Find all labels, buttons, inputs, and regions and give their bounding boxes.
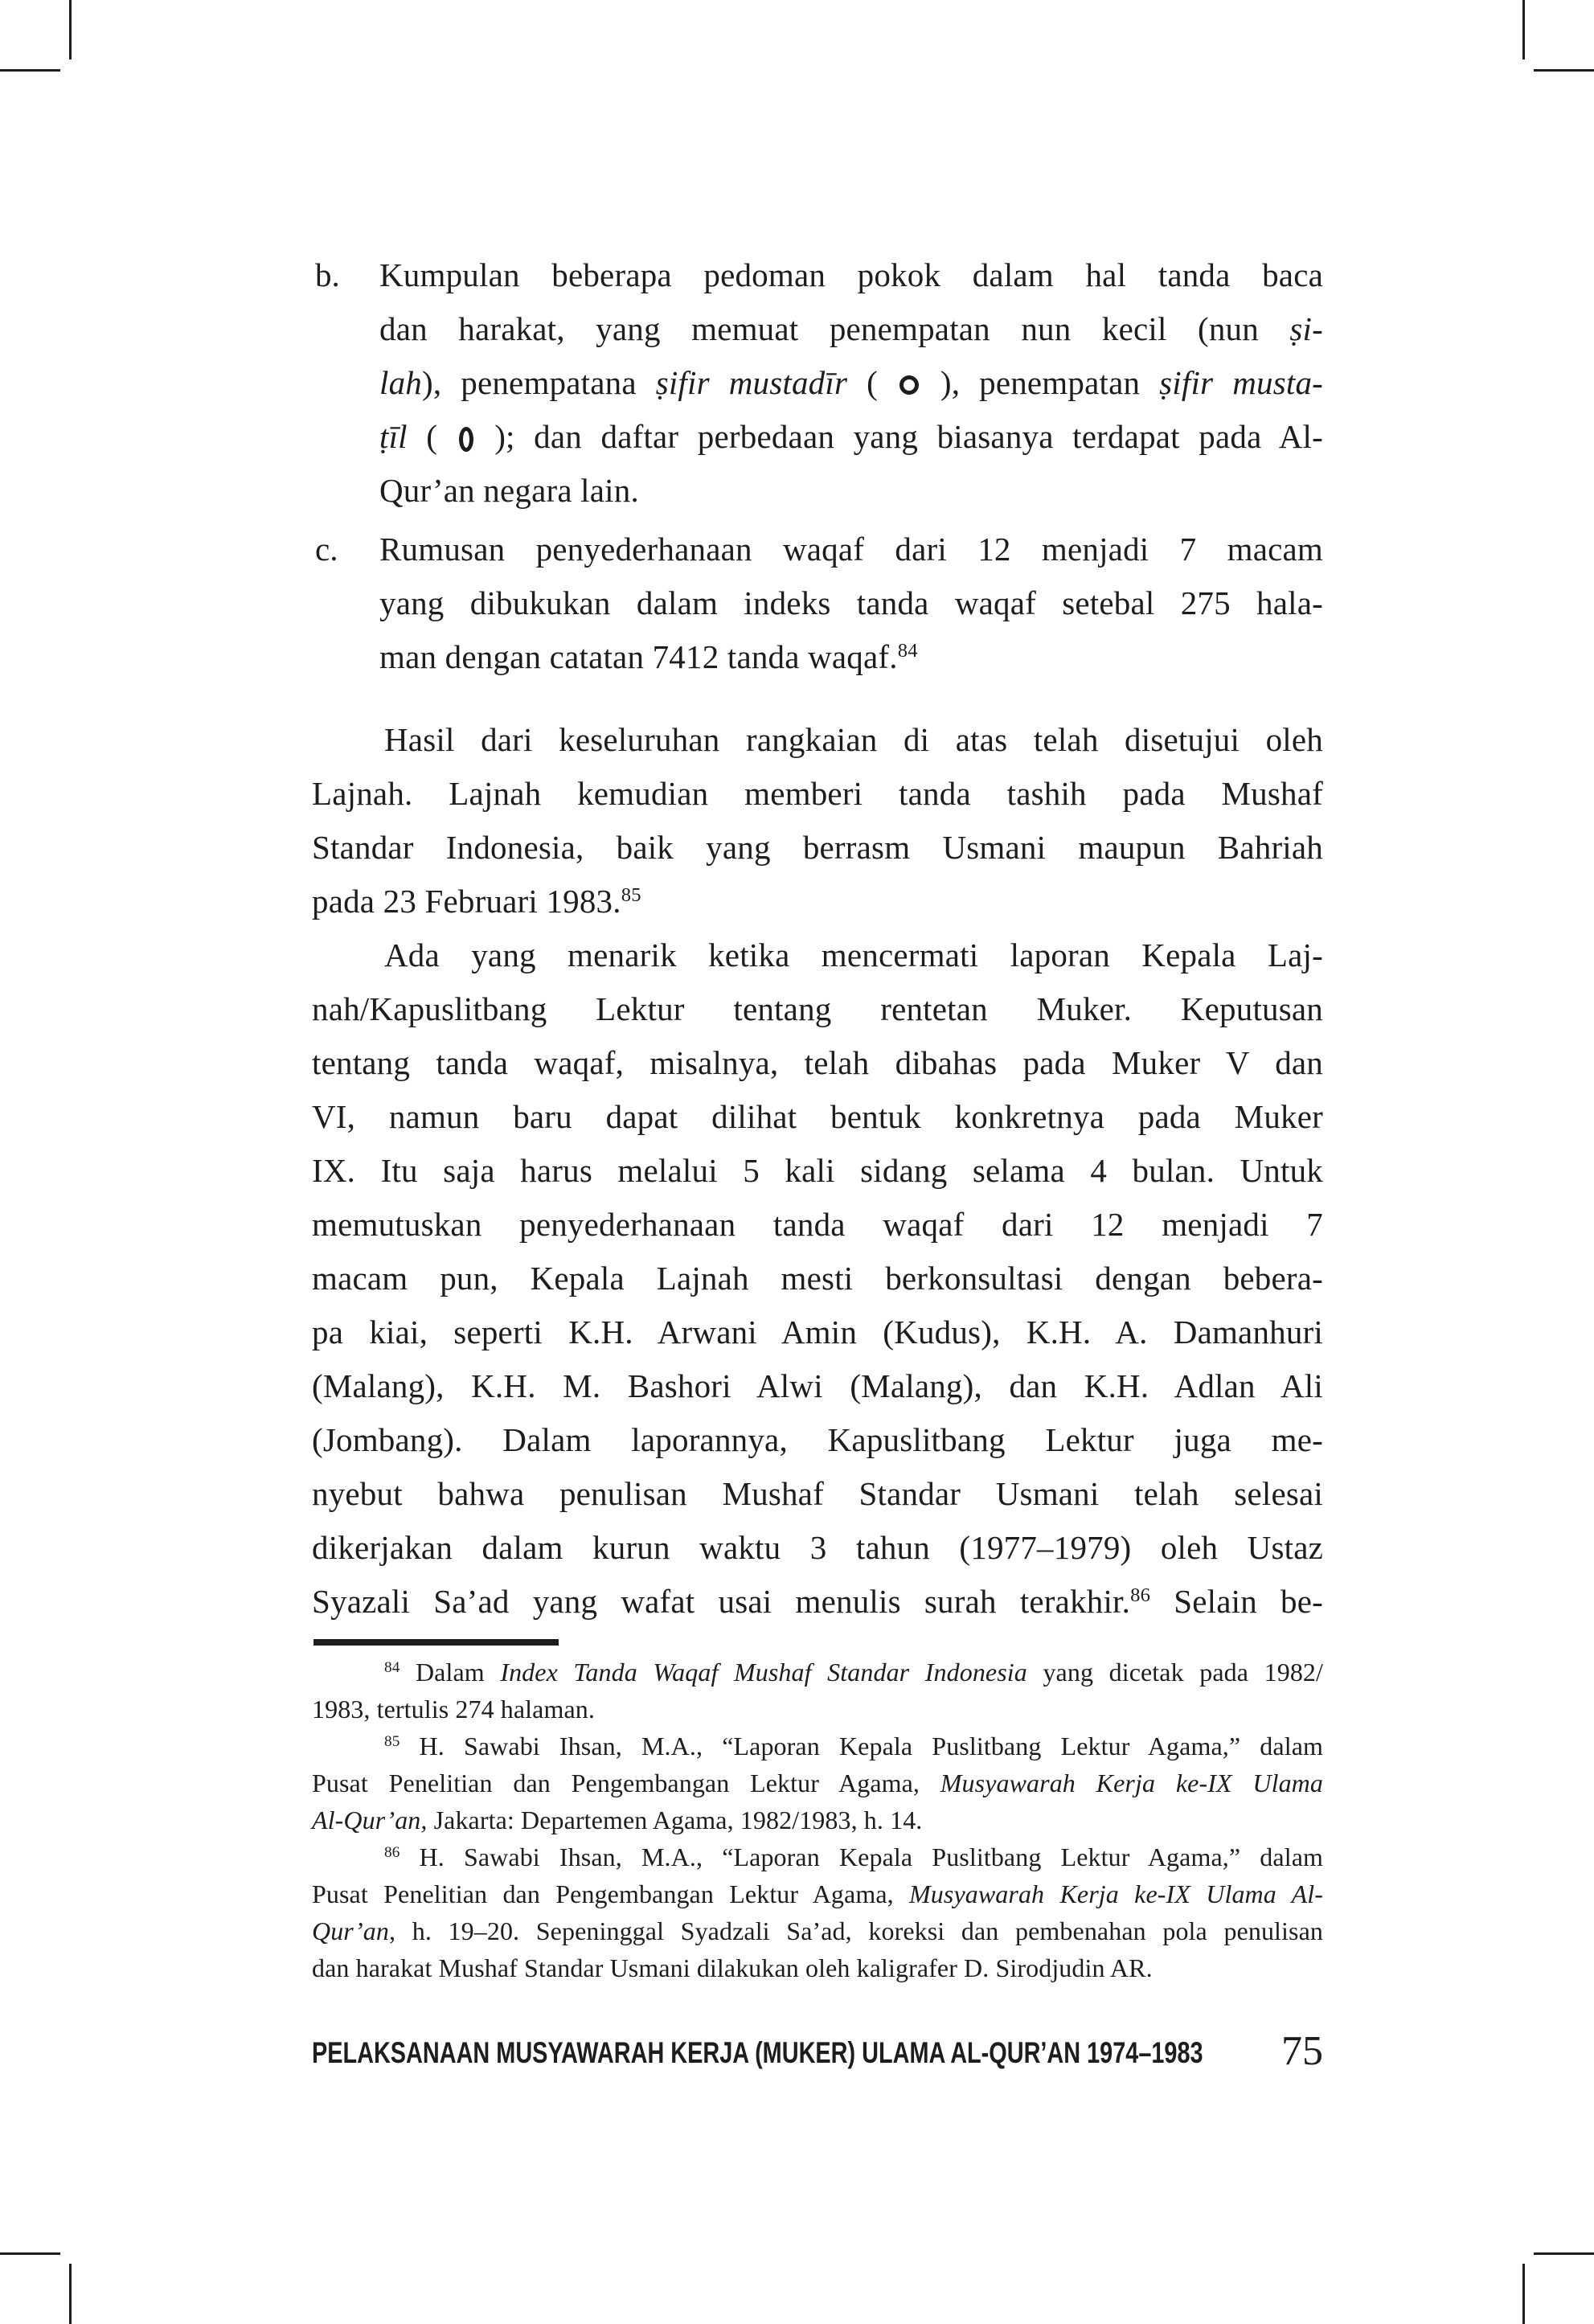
text-line: Qur’an negara lain. (379, 472, 639, 509)
round-zero-icon (899, 375, 919, 395)
text-line: ṭīl ( ); dan daftar perbedaan yang biasanya terdapat pada Al- (379, 418, 1323, 455)
footnote-84 (312, 1654, 1323, 1728)
text-line: pa kiai, seperti K.H. Arwani Amin (Kudus), K.H. A. Damanhuri (312, 1314, 1323, 1351)
page-footer (312, 2026, 1323, 2079)
text-line: Lajnah. Lajnah kemudian memberi tanda tashih pada Mushaf (312, 775, 1323, 812)
text-line: $^{86}$ H. Sawabi Ihsan, M.A., “Laporan Kepala Puslitbang Lektur Agama,” dalam (384, 1842, 1323, 1871)
paragraph-muker-report-text (312, 928, 1323, 1629)
text-line: dikerjakan dalam kurun waktu 3 tahun (1977–1979) oleh Ustaz (312, 1529, 1323, 1566)
text-line: IX. Itu saja harus melalui 5 kali sidang selama 4 bulan. Untuk (312, 1152, 1323, 1189)
text-line: $^{84}$ Dalam Index Tanda Waqaf Mushaf Standar Indonesia yang dicetak pada 1982/ (384, 1658, 1324, 1687)
footnote-85 (312, 1728, 1323, 1838)
text-line: Rumusan penyederhanaan waqaf dari 12 menjadi 7 macam (379, 531, 1323, 568)
crop-mark-bottom-left-vertical (69, 2264, 72, 2324)
text-line: VI, namun baru dapat dilihat bentuk konkretnya pada Muker (312, 1098, 1323, 1135)
text-line: Kumpulan beberapa pedoman pokok dalam hal tanda baca (379, 256, 1323, 293)
crop-mark-top-right-vertical (1522, 0, 1525, 59)
crop-mark-top-left-vertical (69, 0, 72, 59)
text-line: (Jombang). Dalam laporannya, Kapuslitbang Lektur juga me- (312, 1421, 1323, 1458)
text-line: $^{85}$ H. Sawabi Ihsan, M.A., “Laporan Kepala Puslitbang Lektur Agama,” dalam (384, 1732, 1323, 1760)
text-line: lah), penempatana ṣifir mustadīr ( ), penempatan ṣifir musta- (379, 364, 1324, 401)
footnote-86-text (312, 1838, 1323, 1986)
text-line: 1983, tertulis 274 halaman. (312, 1695, 595, 1724)
text-line: dan harakat Mushaf Standar Usmani dilakukan oleh kaligrafer D. Sirodjudin AR. (312, 1953, 1153, 1982)
list-item-b-text (379, 248, 1323, 518)
paragraph-approval-text (312, 713, 1323, 928)
list-item-c (312, 523, 1323, 684)
footnote-86 (312, 1838, 1323, 1986)
text-line: Pusat Penelitian dan Pengembangan Lektur Agama, Musyawarah Kerja ke-IX Ulama (312, 1769, 1323, 1797)
footnote-84-text (312, 1654, 1323, 1728)
text-line: pada 23 Februari 1983.85 (312, 883, 641, 920)
text-line: dan harakat, yang memuat penempatan nun kecil (nun ṣi- (379, 310, 1323, 347)
footnote-separator (313, 1639, 559, 1646)
paragraph-approval (312, 713, 1323, 928)
text-line: nah/Kapuslitbang Lektur tentang rentetan Muker. Keputusan (312, 990, 1323, 1027)
text-line: Pusat Penelitian dan Pengembangan Lektur Agama, Musyawarah Kerja ke-IX Ulama Al- (312, 1879, 1323, 1908)
crop-mark-bottom-right-vertical (1522, 2264, 1525, 2324)
text-line: nyebut bahwa penulisan Mushaf Standar Usmani telah selesai (312, 1475, 1323, 1512)
list-item-b (312, 248, 1323, 518)
footnote-85-text (312, 1728, 1323, 1838)
text-line: Al-Qur’an, Jakarta: Departemen Agama, 1982/1983, h. 14. (312, 1806, 923, 1834)
text-line: Qur’an, h. 19–20. Sepeninggal Syadzali Sa’ad, koreksi dan pembenahan pola penulisan (312, 1916, 1323, 1945)
text-line: Standar Indonesia, baik yang berrasm Usmani maupun Bahriah (312, 829, 1323, 866)
page-number: 75 (1281, 2028, 1323, 2074)
text-line: (Malang), K.H. M. Bashori Alwi (Malang), dan K.H. Adlan Ali (312, 1367, 1323, 1404)
text-column (312, 248, 1323, 1986)
text-line: memutuskan penyederhanaan tanda waqaf dari 12 menjadi 7 (312, 1206, 1323, 1243)
list-item-b-marker: b. (315, 256, 340, 293)
text-line: yang dibukukan dalam indeks tanda waqaf setebal 275 hala- (379, 584, 1323, 621)
text-line: Syazali Sa’ad yang wafat usai menulis surah terakhir.$^{86}$ Selain be- (312, 1583, 1323, 1620)
crop-mark-bottom-left-horizontal (0, 2252, 60, 2255)
list-item-c-text (379, 523, 1323, 684)
text-line: man dengan catatan 7412 tanda waqaf.$^{84}$ (379, 638, 918, 675)
text-line: Ada yang menarik ketika mencermati laporan Kepala Laj- (384, 937, 1323, 973)
text-line: macam pun, Kepala Lajnah mesti berkonsultasi dengan bebera- (312, 1260, 1323, 1297)
paragraph-muker-report (312, 928, 1323, 1629)
running-title: PELAKSANAAN MUSYAWARAH KERJA (MUKER) ULAMA AL-QUR’AN 1974–1983 (312, 2036, 1203, 2069)
oblong-zero-icon (459, 427, 473, 452)
crop-mark-bottom-right-horizontal (1534, 2252, 1594, 2255)
list-item-c-marker: c. (315, 531, 338, 568)
crop-mark-top-left-horizontal (0, 69, 60, 72)
text-line: Hasil dari keseluruhan rangkaian di atas telah disetujui oleh (384, 721, 1323, 758)
text-line: tentang tanda waqaf, misalnya, telah dibahas pada Muker V dan (312, 1044, 1323, 1081)
crop-mark-top-right-horizontal (1534, 69, 1594, 72)
